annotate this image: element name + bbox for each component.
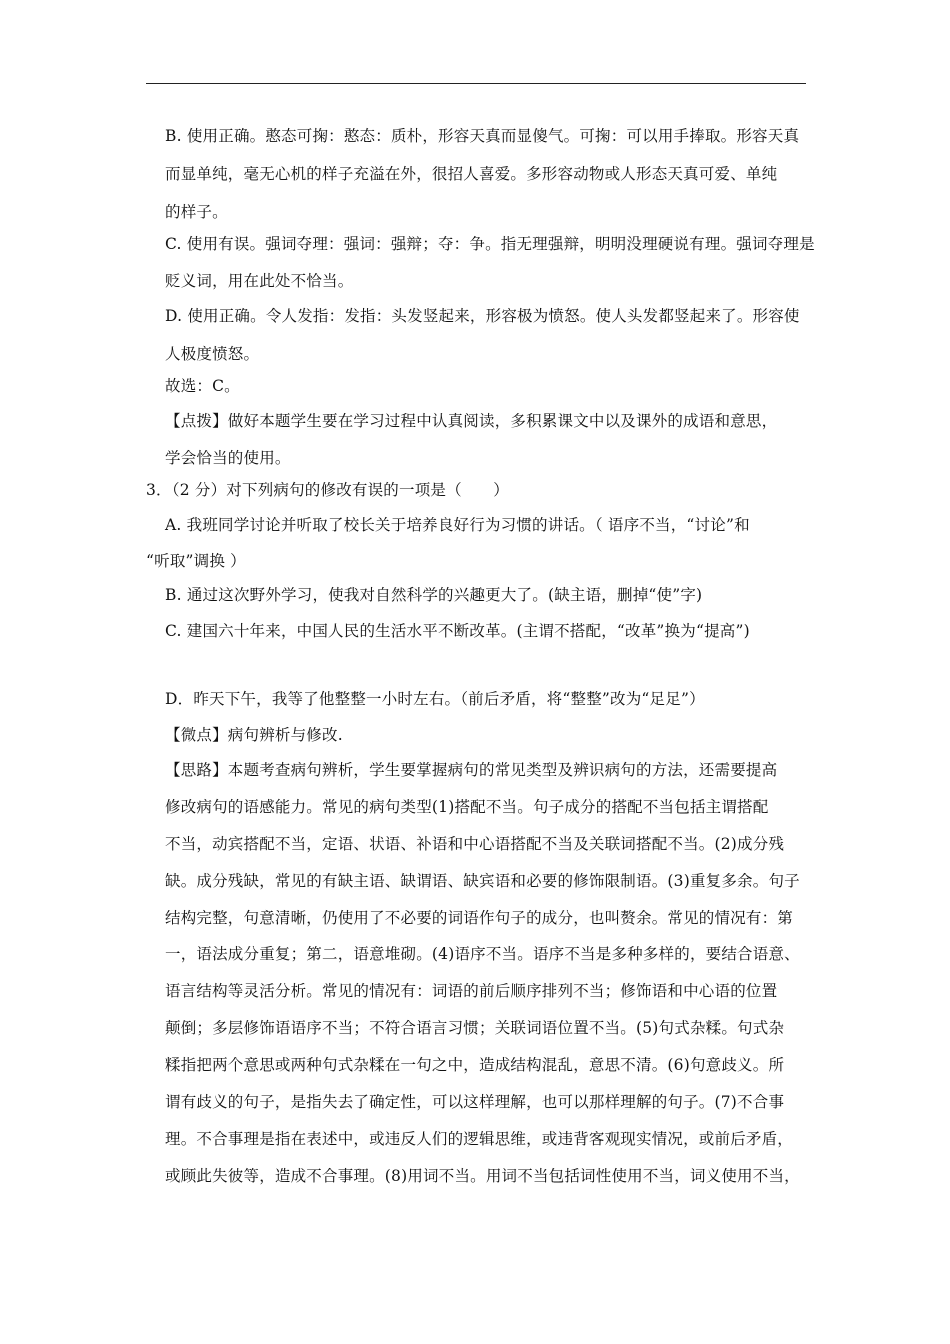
reasoning-line-1: 【思路】本题考查病句辨析，学生要掌握病句的常见类型及辨识病句的方法，还需要提高 xyxy=(165,761,778,779)
header-rule xyxy=(146,83,806,84)
reasoning-line-8: 颠倒；多层修饰语语序不当；不符合语言习惯；关联词语位置不当。(5)句式杂糅。句式杂 xyxy=(165,1019,785,1037)
question-3-stem: 3．（2 分）对下列病句的修改有误的一项是（ ） xyxy=(146,481,509,499)
option-d-line-2: 人极度愤怒。 xyxy=(165,345,260,363)
reasoning-line-3: 不当，动宾搭配不当，定语、状语、补语和中心语搭配不当及关联词搭配不当。(2)成分残 xyxy=(165,835,785,853)
option-b-line-2: 而显单纯，毫无心机的样子充溢在外，很招人喜爱。多形容动物或人形态天真可爱、单纯 xyxy=(165,165,778,183)
tip-line-2: 学会恰当的使用。 xyxy=(165,449,291,467)
reasoning-line-11: 理。不合事理是指在表述中，或违反人们的逻辑思维，或违背客观现实情况，或前后矛盾， xyxy=(165,1130,794,1148)
reasoning-line-4: 缺。成分残缺，常见的有缺主语、缺谓语、缺宾语和必要的修饰限制语。(3)重复多余。句子 xyxy=(165,872,800,890)
option-b-line-1: B. 使用正确。憨态可掬：憨态：质朴，形容天真而显傻气。可掬：可以用手捧取。形容天真 xyxy=(165,127,800,145)
q3-option-a-line-1: A. 我班同学讨论并听取了校长关于培养良好行为习惯的讲话。（ 语序不当，“讨论”和 xyxy=(165,516,750,534)
q3-option-d: D．昨天下午，我等了他整整一小时左右。（前后矛盾，将“整整”改为“足足”） xyxy=(165,690,705,708)
reasoning-line-12: 或顾此失彼等，造成不合事理。(8)用词不当。用词不当包括词性使用不当，词义使用不当， xyxy=(165,1167,800,1185)
reasoning-line-9: 糅指把两个意思或两种句式杂糅在一句之中，造成结构混乱，意思不清。(6)句意歧义。所 xyxy=(165,1056,785,1074)
reasoning-line-5: 结构完整，句意清晰，仍使用了不必要的词语作句子的成分，也叫赘余。常见的情况有：第 xyxy=(165,909,794,927)
q3-option-a-line-2: “听取”调换 ） xyxy=(146,552,246,570)
option-b-line-3: 的样子。 xyxy=(165,203,228,221)
reasoning-line-10: 谓有歧义的句子，是指失去了确定性，可以这样理解，也可以那样理解的句子。(7)不合事 xyxy=(165,1093,785,1111)
q3-option-c: C. 建国六十年来，中国人民的生活水平不断改革。(主谓不搭配，“改革”换为“提高”) xyxy=(165,622,750,640)
option-c-line-2: 贬义词，用在此处不恰当。 xyxy=(165,272,354,290)
reasoning-line-6: 一，语法成分重复；第二，语意堆砌。(4)语序不当。语序不当是多种多样的，要结合语意、 xyxy=(165,945,800,963)
option-c-line-1: C. 使用有误。强词夺理：强词：强辩；夺：争。指无理强辩，明明没理硬说有理。强词夺理是 xyxy=(165,235,815,253)
option-d-line-1: D. 使用正确。令人发指：发指：头发竖起来，形容极为愤怒。使人头发都竖起来了。形容使 xyxy=(165,307,800,325)
reasoning-line-7: 语言结构等灵活分析。常见的情况有：词语的前后顺序排列不当；修饰语和中心语的位置 xyxy=(165,982,778,1000)
answer-line: 故选：C。 xyxy=(165,377,240,395)
q3-option-b: B. 通过这次野外学习，使我对自然科学的兴趣更大了。(缺主语，删掉“使”字) xyxy=(165,586,703,604)
micro-point: 【微点】病句辨析与修改. xyxy=(165,726,343,744)
tip-line-1: 【点拨】做好本题学生要在学习过程中认真阅读，多积累课文中以及课外的成语和意思， xyxy=(165,412,778,430)
reasoning-line-2: 修改病句的语感能力。常见的病句类型(1)搭配不当。句子成分的搭配不当包括主谓搭配 xyxy=(165,798,769,816)
